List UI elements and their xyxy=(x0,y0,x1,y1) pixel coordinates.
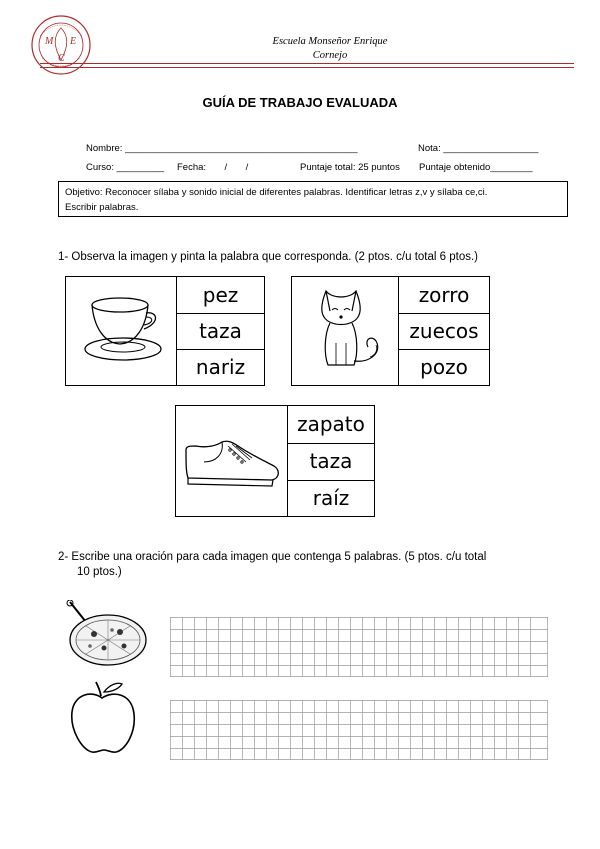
word-option-raiz[interactable]: raíz xyxy=(312,486,350,510)
fecha-field[interactable]: Fecha: / / xyxy=(177,162,249,173)
objective-line1: Objetivo: Reconocer sílaba y sonido inicial de diferentes palabras. Identificar letras z,v y sílaba ce,ci. xyxy=(65,187,488,198)
apple-icon xyxy=(64,678,144,758)
writing-grid-1[interactable] xyxy=(170,617,550,677)
logo-letter-e: E xyxy=(70,36,77,47)
word-option-pozo[interactable]: pozo xyxy=(420,355,468,379)
pizza-icon xyxy=(64,600,154,670)
header-rule-top xyxy=(40,63,574,64)
question-1-text: 1- Observa la imagen y pinta la palabra que corresponda. (2 ptos. c/u total 6 ptos.) xyxy=(58,251,478,263)
question-2-text-line2: 10 ptos.) xyxy=(77,566,122,578)
writing-grid-2[interactable] xyxy=(170,700,550,760)
fox-icon xyxy=(292,277,398,385)
word-option-taza[interactable]: taza xyxy=(199,319,242,343)
word-option-zorro[interactable]: zorro xyxy=(418,283,470,307)
logo-letter-m: M xyxy=(45,36,54,47)
objective-box xyxy=(58,181,568,217)
pizza-image xyxy=(64,600,154,670)
puntaje-total: Puntaje total: 25 puntos xyxy=(300,162,400,173)
word-option-taza[interactable]: taza xyxy=(309,449,353,473)
nombre-field[interactable]: Nombre: ____________________________________________ xyxy=(86,143,358,154)
word-options-2 xyxy=(398,276,490,386)
fox-image-box xyxy=(291,276,399,386)
curso-field[interactable]: Curso: _________ xyxy=(86,162,165,173)
nota-field[interactable]: Nota: __________________ xyxy=(418,143,539,154)
objective-line2: Escribir palabras. xyxy=(65,202,139,213)
puntaje-obtenido-field[interactable]: Puntaje obtenido________ xyxy=(419,162,533,173)
teacup-image-box xyxy=(65,276,177,386)
shoe-icon xyxy=(176,406,287,516)
school-name-line1: Escuela Monseñor Enrique xyxy=(272,36,388,47)
school-name-line2: Cornejo xyxy=(312,50,348,61)
word-option-zuecos[interactable]: zuecos xyxy=(409,319,479,343)
shoe-image-box xyxy=(175,405,288,517)
teacup-icon xyxy=(66,277,176,385)
page-title: GUÍA DE TRABAJO EVALUADA xyxy=(202,95,398,110)
word-option-pez[interactable]: pez xyxy=(202,283,239,307)
question-2-text-line1: 2- Escribe una oración para cada imagen que contenga 5 palabras. (5 ptos. c/u total xyxy=(58,551,487,563)
word-option-nariz[interactable]: nariz xyxy=(195,355,246,379)
word-option-zapato[interactable]: zapato xyxy=(297,412,365,436)
word-options-1 xyxy=(176,276,265,386)
logo-letter-c: C xyxy=(58,53,65,64)
header-rule-bottom xyxy=(40,67,574,68)
apple-image xyxy=(64,678,144,758)
word-options-3 xyxy=(287,405,375,517)
